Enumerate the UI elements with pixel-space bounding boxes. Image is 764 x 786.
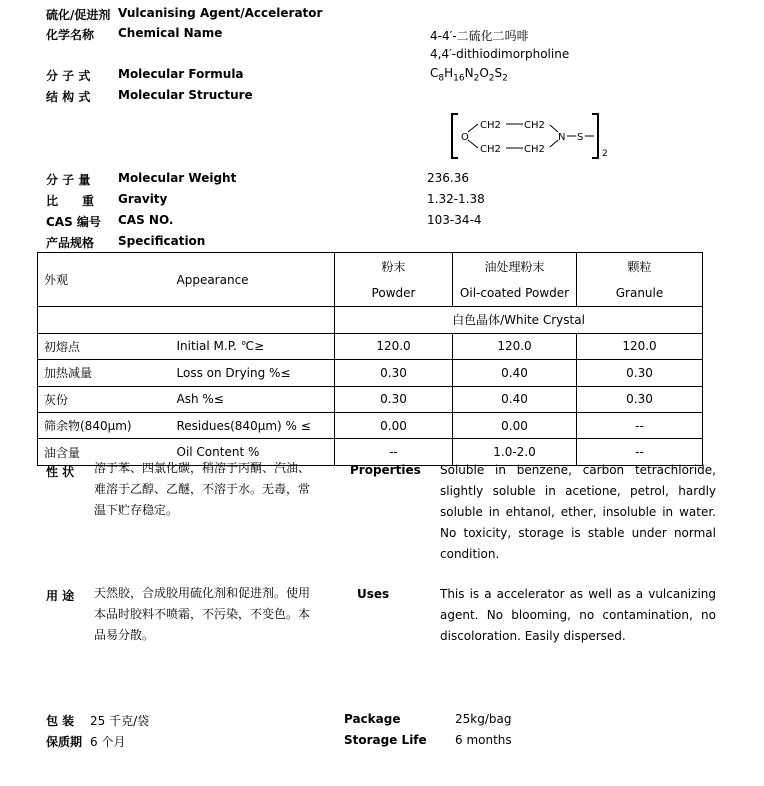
cell-value: 120.0 [453,333,577,359]
formula-label-cn: 分 子 式 [46,69,91,83]
specification-label-cn: 产品规格 [46,236,95,250]
atom-ch2-bottom-right: CH2 [524,144,545,155]
cell-value: 0.00 [453,412,577,438]
table-row [38,333,703,359]
cell-value: 0.30 [577,386,703,412]
table-row [38,412,703,438]
weight-label-en: Molecular Weight [118,171,237,185]
cell-value: -- [577,412,703,438]
storage-value-en: 6 months [455,733,512,747]
row-label-cn: 灰份 [38,386,171,412]
gravity-label-en: Gravity [118,192,168,206]
row-label-en: Oil Content % [171,439,335,466]
package-value-cn: 25 千克/袋 [90,714,150,728]
cell-value: -- [577,439,703,466]
column-header-cn: 油处理粉末 [453,253,577,281]
table-header-row [38,253,703,281]
cell-value: 120.0 [577,333,703,359]
row-label-en: Residues(840μm) % ≤ [171,412,335,438]
title-en: Vulcanising Agent/Accelerator [118,6,323,20]
row-label-en: Ash %≤ [171,386,335,412]
storage-value-cn: 6 个月 [90,735,126,749]
chemical-name-value-cn: 4-4′-二硫化二吗啡 [430,29,529,43]
properties-text-cn: 溶于苯、四氯化碳，稍溶于丙酮、汽油、难溶于乙醇、乙醚，不溶于水。无毒，常温下贮存稳定。 [94,461,311,517]
column-header-en: Oil-coated Powder [453,281,577,307]
weight-value: 236.36 [427,171,469,185]
atom-ch2-top-right: CH2 [524,120,545,131]
formula-label-en: Molecular Formula [118,67,244,81]
storage-label-en: Storage Life [344,733,427,747]
cas-label-cn: CAS 编号 [46,215,101,229]
dimer-subscript: 2 [602,149,608,159]
atom-ch2-top-left: CH2 [480,120,501,131]
weight-label-cn: 分 子 量 [46,173,91,187]
chemical-name-label-en: Chemical Name [118,26,223,40]
structure-label-cn: 结 构 式 [46,90,91,104]
cell-value: 120.0 [335,333,453,359]
atom-ch2-bottom-left: CH2 [480,144,501,155]
package-label-en: Package [344,712,401,726]
appearance-label-cn: 外观 [38,253,171,307]
cell-value: 0.30 [577,360,703,386]
properties-label-en: Properties [350,463,421,477]
row-label-en: Initial M.P. ℃≥ [171,333,335,359]
cell-value: -- [335,439,453,466]
appearance-row [38,307,703,333]
appearance-label-en: Appearance [171,253,335,307]
gravity-value: 1.32-1.38 [427,192,485,206]
cas-label-en: CAS NO. [118,213,174,227]
uses-label-cn: 用 途 [46,589,75,603]
structure-label-en: Molecular Structure [118,88,253,102]
appearance-value: 白色晶体/White Crystal [335,307,703,333]
uses-text-en: This is a accelerator as well as a vulcanizing agent. No blooming, no contamination, no discoloration. Easily dispersed. [440,587,716,643]
cell-value: 0.40 [453,360,577,386]
formula-value: $C_8H_{16}N_2O_2S_2$ [430,66,508,84]
package-value-en: 25kg/bag [455,712,512,726]
cell-value: 0.40 [453,386,577,412]
row-label-cn: 筛余物(840μm) [38,412,171,438]
properties-text-en: Soluble in benzene, carbon tetrachloride, slightly soluble in acetione, petrol, hardly soluble in ehtanol, ether, insoluble in water. No toxicity, storage is stable under normal condition. [440,463,716,561]
row-label-cn: 加热减量 [38,360,171,386]
table-row [38,386,703,412]
specification-table [37,252,703,466]
properties-label-cn: 性 状 [46,465,75,479]
uses-label-en: Uses [357,587,390,601]
atom-n: N [558,132,566,143]
row-label-en: Loss on Drying %≤ [171,360,335,386]
specification-label-en: Specification [118,234,206,248]
chemical-name-label-cn: 化学名称 [46,28,95,42]
chemical-name-value-en: 4,4′-dithiodimorpholine [430,47,570,61]
atom-s: S [577,132,584,143]
atom-o: O [461,132,469,143]
cell-value: 0.30 [335,360,453,386]
molecular-structure-diagram [448,110,618,162]
cell-value: 0.30 [335,386,453,412]
column-header-en: Granule [577,281,703,307]
column-header-en: Powder [335,281,453,307]
storage-label-cn: 保质期 [46,735,83,749]
gravity-label-cn: 比 重 [46,194,95,208]
cell-value: 1.0-2.0 [453,439,577,466]
column-header-cn: 粉末 [335,253,453,281]
uses-text-cn: 天然胶，合成胶用硫化剂和促进剂。使用本品时胶料不喷霜，不污染，不变色。本品易分散。 [94,586,311,642]
row-label-cn: 油含量 [38,439,171,466]
row-label-cn: 初熔点 [38,333,171,359]
cas-value: 103-34-4 [427,213,482,227]
column-header-cn: 颗粒 [577,253,703,281]
package-label-cn: 包 装 [46,714,75,728]
table-row [38,360,703,386]
title-cn: 硫化/促进剂 [46,8,111,22]
cell-value: 0.00 [335,412,453,438]
